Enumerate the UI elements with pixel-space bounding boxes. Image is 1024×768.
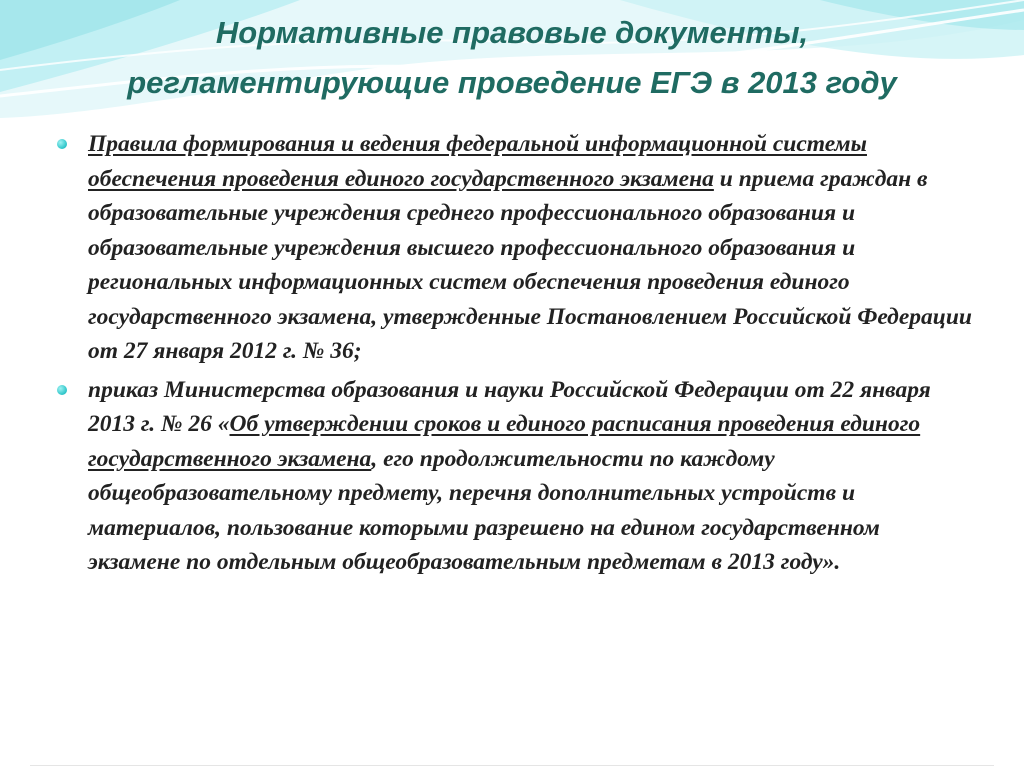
document-title-link[interactable]: Об утверждении сроков и единого расписания проведения единого государственного экзамена (88, 411, 921, 472)
list-item-text-tail: , его продолжительности по каждому общеобразовательному предмету, перечня дополнительных устройств и материалов, пользование которыми разрешено на едином государственном экзамене по отдельным общеобразовательным предметам в 2013 году». (88, 445, 880, 575)
list-item-text: и приема граждан в образовательные учреждения среднего профессионального образования и образовательные учреждения высшего профессионального образования и региональных информационных систем обеспечения проведения единого государственного экзамена, утвержденные Постановлением Российской Федерации от 27 января 2012 г. № 36; (88, 165, 972, 364)
bullet-list (52, 127, 972, 584)
slide-title (0, 8, 1024, 108)
list-item (52, 373, 972, 580)
bottom-divider (30, 765, 994, 766)
teal-dot-icon (57, 139, 67, 149)
list-item-text: приказ Министерства образования и науки Российской Федерации от 22 января 2013 г. № 26 « (88, 376, 931, 437)
list-item (52, 127, 972, 369)
teal-dot-icon (57, 385, 67, 395)
title-line-2: регламентирующие проведение ЕГЭ в 2013 году (127, 65, 897, 100)
document-title-link[interactable]: Правила формирования и ведения федеральной информационной системы обеспечения проведения единого государственного экзамена (88, 131, 867, 192)
title-line-1: Нормативные правовые документы, (215, 15, 809, 50)
